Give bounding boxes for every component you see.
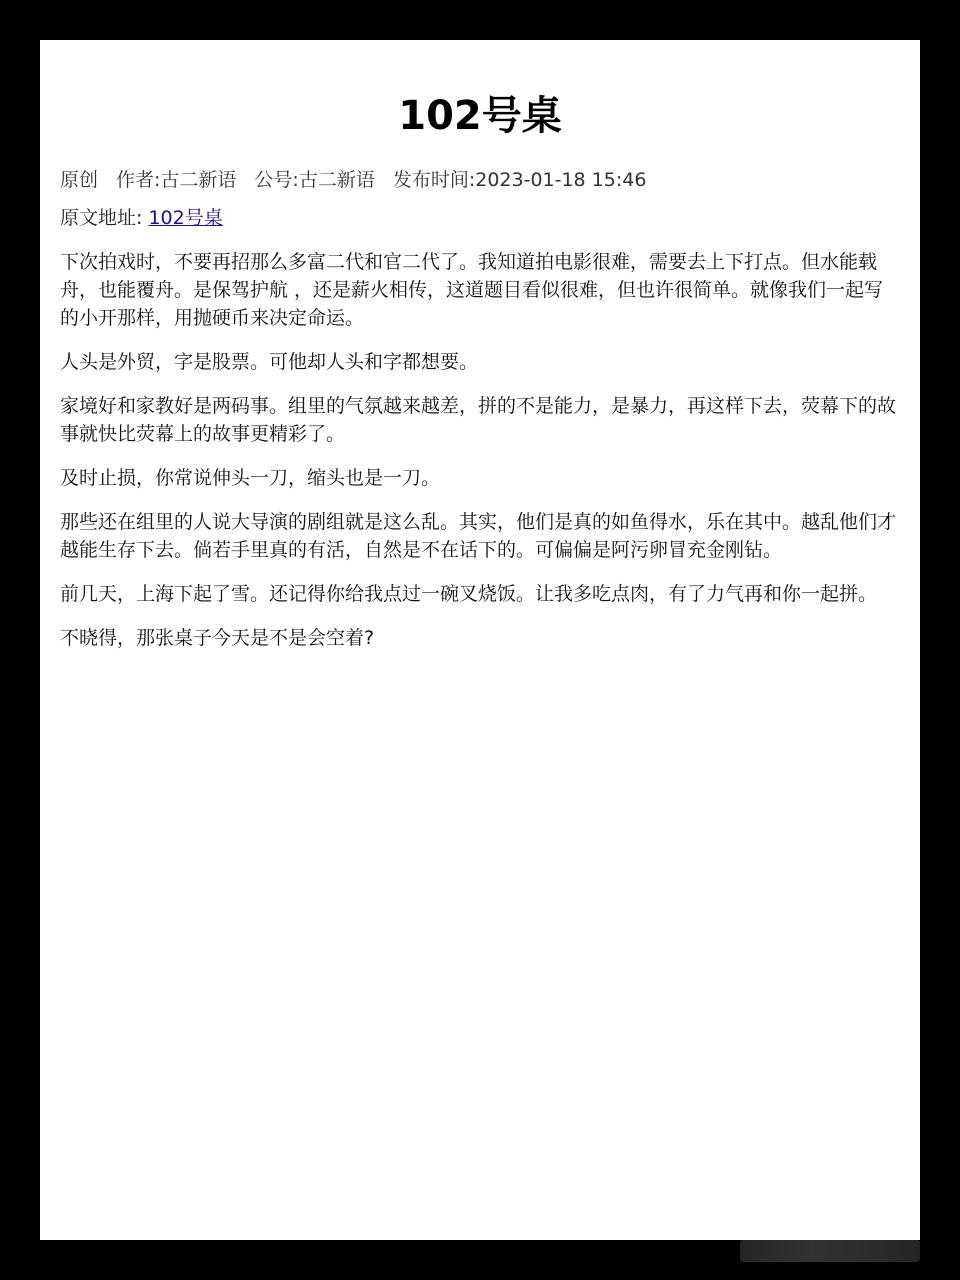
article-meta <box>60 166 900 194</box>
article-body <box>60 248 900 652</box>
paragraph: 下次拍戏时，不要再招那么多富二代和官二代了。我知道拍电影很难，需要去上下打点。但水能载舟，也能覆舟。是保驾护航 ，还是薪火相传，这道题目看似很难，但也许很简单。就像我们一起写的小开那样，用抛硬币来决定命运。 <box>60 251 884 329</box>
paragraph: 不晓得，那张桌子今天是不是会空着? <box>60 627 375 649</box>
paragraph: 人头是外贸，字是股票。可他却人头和字都想要。 <box>60 351 479 373</box>
account-label: 公号:古二新语 <box>254 169 375 191</box>
publish-time: 发布时间:2023-01-18 15:46 <box>392 169 647 191</box>
source-line <box>60 204 900 232</box>
article-title: 102号桌 <box>398 93 562 139</box>
article-page <box>40 40 920 1240</box>
paragraph: 前几天，上海下起了雪。还记得你给我点过一碗叉烧饭。让我多吃点肉，有了力气再和你一起拼。 <box>60 583 878 605</box>
original-badge: 原创 <box>60 169 99 191</box>
source-label: 原文地址: <box>60 207 143 229</box>
author-label: 作者:古二新语 <box>116 169 237 191</box>
source-link[interactable]: 102号桌 <box>148 207 223 229</box>
paragraph: 及时止损，你常说伸头一刀，缩头也是一刀。 <box>60 467 441 489</box>
paragraph: 家境好和家教好是两码事。组里的气氛越来越差，拼的不是能力，是暴力，再这样下去，荧幕下的故事就快比荧幕上的故事更精彩了。 <box>60 395 897 445</box>
watermark-logo <box>740 1240 920 1262</box>
paragraph: 那些还在组里的人说大导演的剧组就是这么乱。其实，他们是真的如鱼得水，乐在其中。越乱他们才越能生存下去。倘若手里真的有活，自然是不在话下的。可偏偏是阿污卵冒充金刚钻。 <box>60 511 897 561</box>
